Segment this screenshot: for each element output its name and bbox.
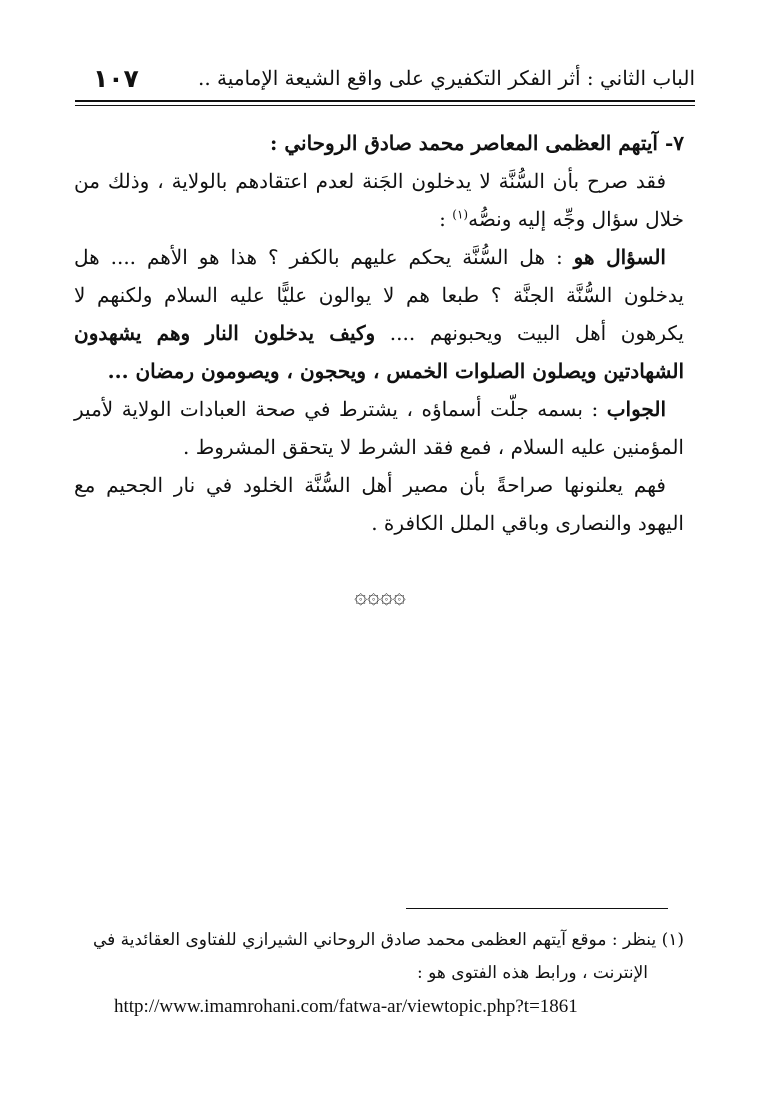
intro-end: :: [439, 207, 453, 231]
running-head: الباب الثاني : أثر الفكر التكفيري على واقع الشيعة الإمامية ..: [197, 66, 695, 90]
section-heading: ٧- آيتهم العظمى المعاصر محمد صادق الروحاني :: [270, 131, 684, 155]
intro-text: فقد صرح بأن السُّنَّة لا يدخلون الجَنة لعدم اعتقادهم بالولاية ، وذلك من خلال سؤال وجِّه إليه ونصُّه: [74, 169, 684, 231]
question-label: السؤال هو: [573, 245, 666, 269]
header-rule-thin: [75, 105, 695, 106]
page-number: ١٠٧: [93, 64, 139, 93]
footnote-line: [74, 924, 684, 957]
footnote-rule: [406, 908, 668, 909]
header-rule: [75, 100, 695, 102]
question-paragraph: [74, 238, 684, 390]
intro-paragraph: [74, 162, 684, 238]
section-divider-ornaments: ۞۞۞۞: [354, 584, 406, 609]
answer-text: : بسمه جلّت أسماؤه ، يشترط في صحة العبادات الولاية لأمير المؤمنين عليه السلام ، فمع فقد الشرط لا يتحقق المشروط .: [74, 397, 684, 459]
main-text: [74, 124, 684, 542]
page-header: [75, 60, 695, 104]
question-text: : هل السُّنَّة يحكم عليهم بالكفر ؟ هذا هو الأهم .... هل يدخلون السُّنَّة الجنَّة ؟ طبعا هم لا يوالون عليًّا عليه السلام ولكنهم لا يكرهون أهل البيت ويحبونهم ....: [74, 245, 685, 345]
answer-paragraph: [74, 390, 684, 466]
footnote-url: http://www.imamrohani.com/fatwa-ar/viewtopic.php?t=1861: [114, 996, 578, 1017]
answer-label: الجواب: [606, 397, 666, 421]
footnote: [74, 924, 684, 1023]
footnote-continuation: الإنترنت ، ورابط هذه الفتوى هو :: [417, 963, 648, 983]
footnote-number: (١): [661, 930, 684, 950]
footnote-text: ينظر : موقع آيتهم العظمى محمد صادق الروحاني الشيرازي للفتاوى العقائدية في: [92, 930, 662, 950]
conclusion-paragraph: فهم يعلنونها صراحةً بأن مصير أهل السُّنَّة الخلود في نار الجحيم مع اليهود والنصارى وباقي الملل الكافرة .: [74, 473, 684, 535]
footnote-ref: (١): [452, 207, 469, 222]
question-bold-text: وكيف يدخلون النار وهم يشهدون الشهادتين ويصلون الصلوات الخمس ، ويحجون ، ويصومون رمضان ...: [74, 321, 684, 383]
